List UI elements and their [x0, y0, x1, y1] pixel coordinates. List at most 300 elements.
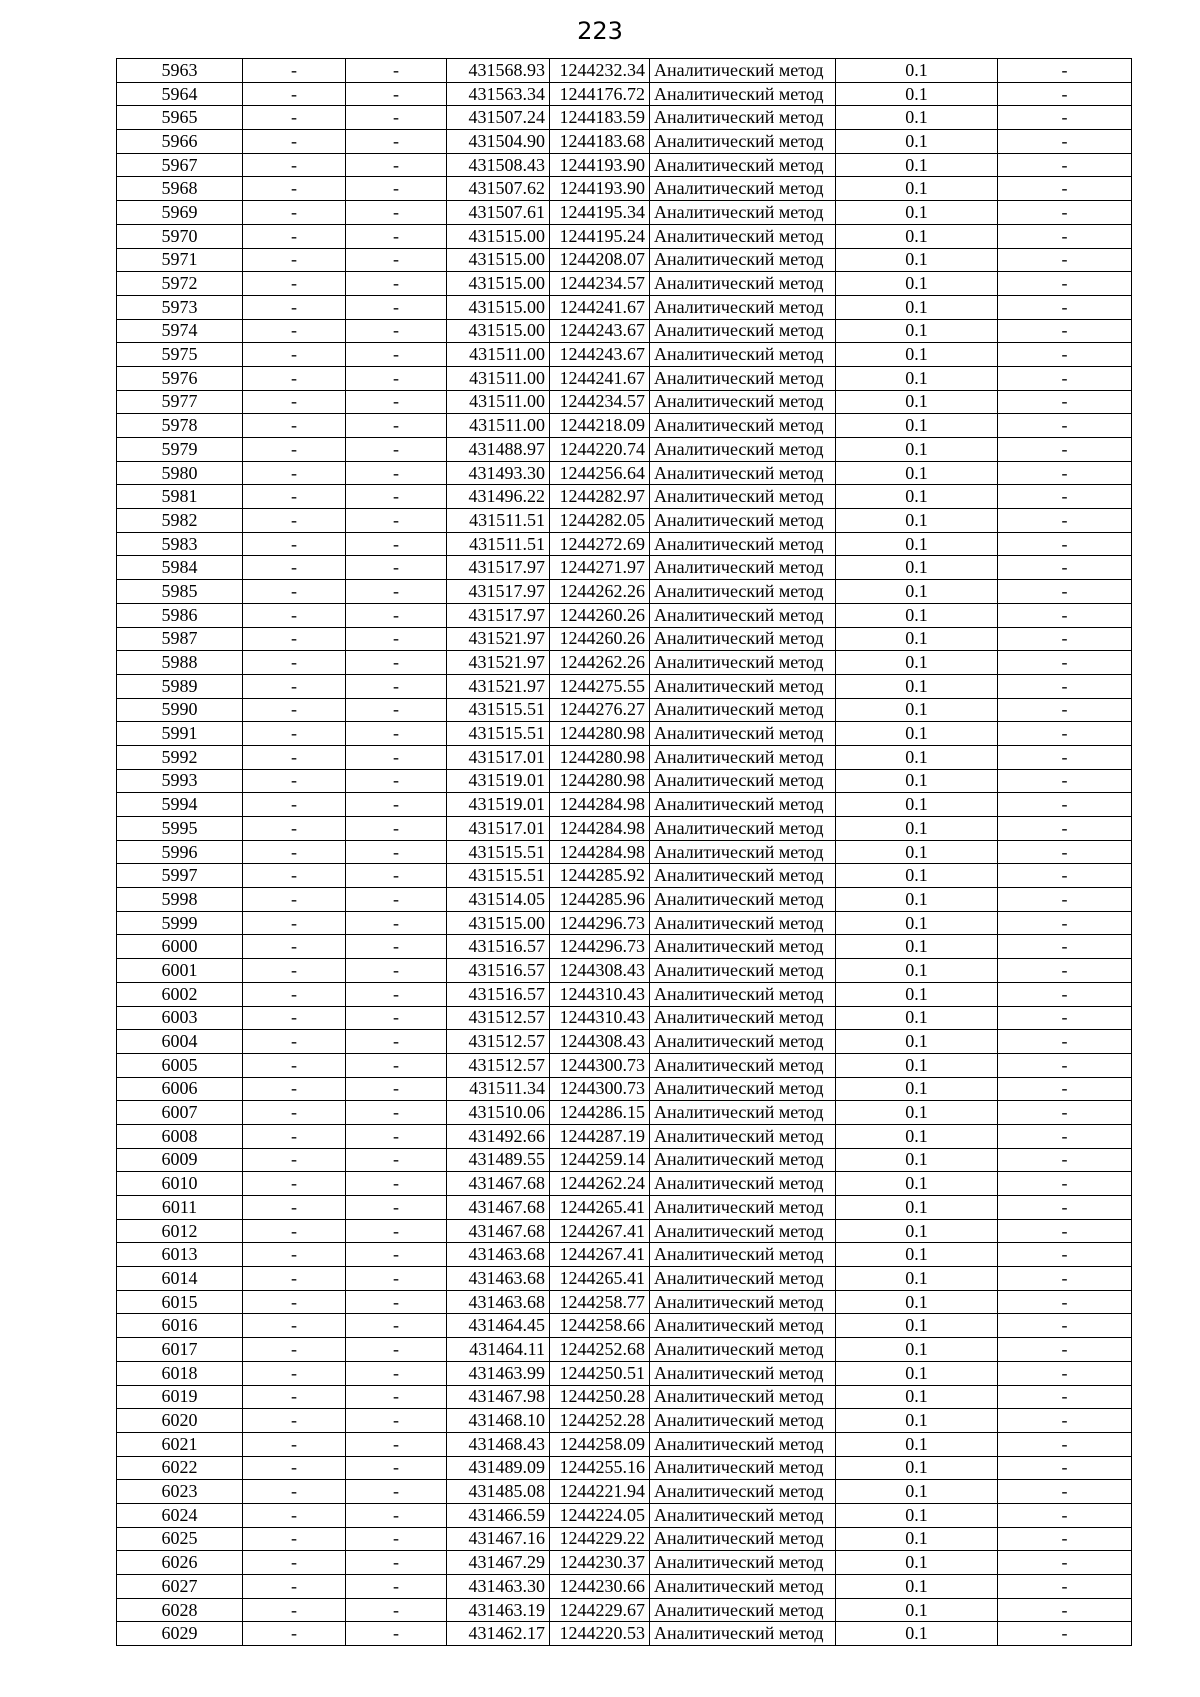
empty-cell: - [346, 1432, 447, 1456]
point-number-cell: 5968 [117, 177, 243, 201]
accuracy-cell: 0.1 [836, 1243, 998, 1267]
empty-cell: - [346, 674, 447, 698]
note-cell: - [998, 1243, 1132, 1267]
empty-cell: - [243, 1101, 346, 1125]
y-coordinate-cell: 1244255.16 [550, 1456, 650, 1480]
accuracy-cell: 0.1 [836, 1290, 998, 1314]
point-number-cell: 5982 [117, 509, 243, 533]
x-coordinate-cell: 431517.97 [447, 556, 550, 580]
table-row [117, 1101, 1132, 1125]
accuracy-cell: 0.1 [836, 1148, 998, 1172]
method-cell: Аналитический метод [650, 461, 836, 485]
y-coordinate-cell: 1244234.57 [550, 390, 650, 414]
empty-cell: - [346, 485, 447, 509]
table-row [117, 414, 1132, 438]
method-cell: Аналитический метод [650, 295, 836, 319]
table-row [117, 106, 1132, 130]
accuracy-cell: 0.1 [836, 509, 998, 533]
empty-cell: - [243, 1219, 346, 1243]
y-coordinate-cell: 1244258.09 [550, 1432, 650, 1456]
accuracy-cell: 0.1 [836, 532, 998, 556]
note-cell: - [998, 130, 1132, 154]
y-coordinate-cell: 1244243.67 [550, 319, 650, 343]
accuracy-cell: 0.1 [836, 1219, 998, 1243]
empty-cell: - [346, 366, 447, 390]
empty-cell: - [243, 1385, 346, 1409]
empty-cell: - [346, 1077, 447, 1101]
point-number-cell: 6011 [117, 1196, 243, 1220]
x-coordinate-cell: 431507.24 [447, 106, 550, 130]
note-cell: - [998, 769, 1132, 793]
empty-cell: - [346, 1361, 447, 1385]
empty-cell: - [243, 911, 346, 935]
table-body [117, 59, 1132, 1646]
table-row [117, 1314, 1132, 1338]
point-number-cell: 5996 [117, 840, 243, 864]
accuracy-cell: 0.1 [836, 1124, 998, 1148]
x-coordinate-cell: 431515.00 [447, 224, 550, 248]
point-number-cell: 6022 [117, 1456, 243, 1480]
empty-cell: - [346, 1290, 447, 1314]
point-number-cell: 6027 [117, 1575, 243, 1599]
note-cell: - [998, 1314, 1132, 1338]
accuracy-cell: 0.1 [836, 177, 998, 201]
empty-cell: - [243, 982, 346, 1006]
point-number-cell: 6003 [117, 1006, 243, 1030]
method-cell: Аналитический метод [650, 674, 836, 698]
x-coordinate-cell: 431512.57 [447, 1053, 550, 1077]
empty-cell: - [243, 817, 346, 841]
y-coordinate-cell: 1244284.98 [550, 793, 650, 817]
method-cell: Аналитический метод [650, 1219, 836, 1243]
table-row [117, 1172, 1132, 1196]
table-row [117, 130, 1132, 154]
method-cell: Аналитический метод [650, 556, 836, 580]
method-cell: Аналитический метод [650, 414, 836, 438]
table-row [117, 1338, 1132, 1362]
table-row [117, 888, 1132, 912]
accuracy-cell: 0.1 [836, 817, 998, 841]
accuracy-cell: 0.1 [836, 1053, 998, 1077]
method-cell: Аналитический метод [650, 106, 836, 130]
y-coordinate-cell: 1244276.27 [550, 698, 650, 722]
y-coordinate-cell: 1244183.68 [550, 130, 650, 154]
table-row [117, 935, 1132, 959]
x-coordinate-cell: 431515.51 [447, 840, 550, 864]
empty-cell: - [243, 106, 346, 130]
empty-cell: - [243, 1196, 346, 1220]
x-coordinate-cell: 431467.16 [447, 1527, 550, 1551]
note-cell: - [998, 343, 1132, 367]
point-number-cell: 5999 [117, 911, 243, 935]
empty-cell: - [346, 153, 447, 177]
y-coordinate-cell: 1244296.73 [550, 935, 650, 959]
point-number-cell: 6018 [117, 1361, 243, 1385]
note-cell: - [998, 1172, 1132, 1196]
empty-cell: - [243, 1267, 346, 1291]
y-coordinate-cell: 1244271.97 [550, 556, 650, 580]
y-coordinate-cell: 1244282.05 [550, 509, 650, 533]
y-coordinate-cell: 1244260.26 [550, 603, 650, 627]
table-row [117, 769, 1132, 793]
accuracy-cell: 0.1 [836, 59, 998, 83]
empty-cell: - [243, 485, 346, 509]
y-coordinate-cell: 1244195.34 [550, 201, 650, 225]
y-coordinate-cell: 1244296.73 [550, 911, 650, 935]
note-cell: - [998, 414, 1132, 438]
point-number-cell: 5984 [117, 556, 243, 580]
x-coordinate-cell: 431504.90 [447, 130, 550, 154]
accuracy-cell: 0.1 [836, 1622, 998, 1646]
empty-cell: - [243, 366, 346, 390]
accuracy-cell: 0.1 [836, 1409, 998, 1433]
method-cell: Аналитический метод [650, 793, 836, 817]
note-cell: - [998, 59, 1132, 83]
note-cell: - [998, 982, 1132, 1006]
empty-cell: - [346, 461, 447, 485]
note-cell: - [998, 1503, 1132, 1527]
y-coordinate-cell: 1244262.26 [550, 580, 650, 604]
note-cell: - [998, 532, 1132, 556]
table-row [117, 366, 1132, 390]
x-coordinate-cell: 431466.59 [447, 1503, 550, 1527]
x-coordinate-cell: 431464.11 [447, 1338, 550, 1362]
x-coordinate-cell: 431507.62 [447, 177, 550, 201]
empty-cell: - [346, 177, 447, 201]
y-coordinate-cell: 1244195.24 [550, 224, 650, 248]
table-row [117, 745, 1132, 769]
note-cell: - [998, 82, 1132, 106]
method-cell: Аналитический метод [650, 1527, 836, 1551]
method-cell: Аналитический метод [650, 1314, 836, 1338]
table-row [117, 793, 1132, 817]
point-number-cell: 5973 [117, 295, 243, 319]
x-coordinate-cell: 431489.09 [447, 1456, 550, 1480]
point-number-cell: 5975 [117, 343, 243, 367]
table-row [117, 1527, 1132, 1551]
note-cell: - [998, 1575, 1132, 1599]
x-coordinate-cell: 431496.22 [447, 485, 550, 509]
note-cell: - [998, 1551, 1132, 1575]
empty-cell: - [243, 272, 346, 296]
x-coordinate-cell: 431515.51 [447, 698, 550, 722]
y-coordinate-cell: 1244232.34 [550, 59, 650, 83]
empty-cell: - [346, 1219, 447, 1243]
empty-cell: - [346, 817, 447, 841]
accuracy-cell: 0.1 [836, 201, 998, 225]
point-number-cell: 5974 [117, 319, 243, 343]
method-cell: Аналитический метод [650, 1077, 836, 1101]
x-coordinate-cell: 431512.57 [447, 1006, 550, 1030]
point-number-cell: 6010 [117, 1172, 243, 1196]
point-number-cell: 6017 [117, 1338, 243, 1362]
empty-cell: - [346, 1124, 447, 1148]
method-cell: Аналитический метод [650, 201, 836, 225]
x-coordinate-cell: 431492.66 [447, 1124, 550, 1148]
accuracy-cell: 0.1 [836, 769, 998, 793]
point-number-cell: 5997 [117, 864, 243, 888]
y-coordinate-cell: 1244241.67 [550, 366, 650, 390]
point-number-cell: 5991 [117, 722, 243, 746]
table-row [117, 177, 1132, 201]
note-cell: - [998, 485, 1132, 509]
table-row [117, 603, 1132, 627]
x-coordinate-cell: 431463.68 [447, 1290, 550, 1314]
empty-cell: - [346, 1053, 447, 1077]
x-coordinate-cell: 431521.97 [447, 627, 550, 651]
method-cell: Аналитический метод [650, 1338, 836, 1362]
x-coordinate-cell: 431511.51 [447, 509, 550, 533]
accuracy-cell: 0.1 [836, 745, 998, 769]
empty-cell: - [346, 1006, 447, 1030]
table-row [117, 651, 1132, 675]
note-cell: - [998, 1077, 1132, 1101]
x-coordinate-cell: 431488.97 [447, 438, 550, 462]
empty-cell: - [243, 1053, 346, 1077]
point-number-cell: 6008 [117, 1124, 243, 1148]
point-number-cell: 5971 [117, 248, 243, 272]
point-number-cell: 6016 [117, 1314, 243, 1338]
empty-cell: - [243, 1077, 346, 1101]
empty-cell: - [346, 982, 447, 1006]
x-coordinate-cell: 431512.57 [447, 1030, 550, 1054]
table-row [117, 1243, 1132, 1267]
note-cell: - [998, 1361, 1132, 1385]
empty-cell: - [346, 130, 447, 154]
point-number-cell: 5978 [117, 414, 243, 438]
table-row [117, 627, 1132, 651]
empty-cell: - [243, 864, 346, 888]
empty-cell: - [243, 295, 346, 319]
y-coordinate-cell: 1244282.97 [550, 485, 650, 509]
table-row [117, 248, 1132, 272]
empty-cell: - [346, 1267, 447, 1291]
table-row [117, 1503, 1132, 1527]
accuracy-cell: 0.1 [836, 1196, 998, 1220]
empty-cell: - [243, 627, 346, 651]
method-cell: Аналитический метод [650, 935, 836, 959]
point-number-cell: 6024 [117, 1503, 243, 1527]
empty-cell: - [243, 1527, 346, 1551]
accuracy-cell: 0.1 [836, 1385, 998, 1409]
empty-cell: - [243, 651, 346, 675]
method-cell: Аналитический метод [650, 1432, 836, 1456]
note-cell: - [998, 603, 1132, 627]
table-row [117, 1456, 1132, 1480]
table-row [117, 1290, 1132, 1314]
point-number-cell: 5981 [117, 485, 243, 509]
accuracy-cell: 0.1 [836, 627, 998, 651]
method-cell: Аналитический метод [650, 1101, 836, 1125]
x-coordinate-cell: 431516.57 [447, 959, 550, 983]
method-cell: Аналитический метод [650, 1124, 836, 1148]
point-number-cell: 6001 [117, 959, 243, 983]
empty-cell: - [243, 745, 346, 769]
x-coordinate-cell: 431515.00 [447, 272, 550, 296]
empty-cell: - [243, 201, 346, 225]
empty-cell: - [243, 1243, 346, 1267]
method-cell: Аналитический метод [650, 1290, 836, 1314]
accuracy-cell: 0.1 [836, 698, 998, 722]
accuracy-cell: 0.1 [836, 343, 998, 367]
point-number-cell: 5965 [117, 106, 243, 130]
method-cell: Аналитический метод [650, 1385, 836, 1409]
note-cell: - [998, 1598, 1132, 1622]
accuracy-cell: 0.1 [836, 556, 998, 580]
note-cell: - [998, 1053, 1132, 1077]
y-coordinate-cell: 1244252.68 [550, 1338, 650, 1362]
empty-cell: - [346, 580, 447, 604]
table-row [117, 674, 1132, 698]
note-cell: - [998, 153, 1132, 177]
empty-cell: - [243, 1314, 346, 1338]
table-row [117, 153, 1132, 177]
point-number-cell: 5970 [117, 224, 243, 248]
table-row [117, 1030, 1132, 1054]
table-row [117, 1385, 1132, 1409]
empty-cell: - [346, 532, 447, 556]
x-coordinate-cell: 431511.51 [447, 532, 550, 556]
note-cell: - [998, 1030, 1132, 1054]
y-coordinate-cell: 1244280.98 [550, 745, 650, 769]
accuracy-cell: 0.1 [836, 82, 998, 106]
x-coordinate-cell: 431467.68 [447, 1172, 550, 1196]
empty-cell: - [346, 627, 447, 651]
point-number-cell: 5989 [117, 674, 243, 698]
accuracy-cell: 0.1 [836, 366, 998, 390]
empty-cell: - [243, 59, 346, 83]
note-cell: - [998, 1480, 1132, 1504]
method-cell: Аналитический метод [650, 698, 836, 722]
empty-cell: - [243, 793, 346, 817]
x-coordinate-cell: 431511.00 [447, 414, 550, 438]
point-number-cell: 5993 [117, 769, 243, 793]
note-cell: - [998, 272, 1132, 296]
x-coordinate-cell: 431515.00 [447, 911, 550, 935]
empty-cell: - [243, 935, 346, 959]
point-number-cell: 6023 [117, 1480, 243, 1504]
y-coordinate-cell: 1244258.66 [550, 1314, 650, 1338]
table-row [117, 911, 1132, 935]
method-cell: Аналитический метод [650, 509, 836, 533]
table-row [117, 1551, 1132, 1575]
method-cell: Аналитический метод [650, 888, 836, 912]
point-number-cell: 5966 [117, 130, 243, 154]
method-cell: Аналитический метод [650, 1409, 836, 1433]
note-cell: - [998, 1456, 1132, 1480]
point-number-cell: 6015 [117, 1290, 243, 1314]
accuracy-cell: 0.1 [836, 295, 998, 319]
y-coordinate-cell: 1244258.77 [550, 1290, 650, 1314]
method-cell: Аналитический метод [650, 59, 836, 83]
note-cell: - [998, 1527, 1132, 1551]
point-number-cell: 6006 [117, 1077, 243, 1101]
x-coordinate-cell: 431519.01 [447, 793, 550, 817]
empty-cell: - [243, 224, 346, 248]
point-number-cell: 6012 [117, 1219, 243, 1243]
x-coordinate-cell: 431507.61 [447, 201, 550, 225]
method-cell: Аналитический метод [650, 153, 836, 177]
table-row [117, 1432, 1132, 1456]
x-coordinate-cell: 431463.68 [447, 1243, 550, 1267]
empty-cell: - [346, 1385, 447, 1409]
table-row [117, 1124, 1132, 1148]
table-row [117, 1622, 1132, 1646]
empty-cell: - [243, 1551, 346, 1575]
table-row [117, 1006, 1132, 1030]
y-coordinate-cell: 1244224.05 [550, 1503, 650, 1527]
x-coordinate-cell: 431517.01 [447, 745, 550, 769]
x-coordinate-cell: 431463.19 [447, 1598, 550, 1622]
table-row [117, 1598, 1132, 1622]
empty-cell: - [243, 840, 346, 864]
y-coordinate-cell: 1244285.96 [550, 888, 650, 912]
accuracy-cell: 0.1 [836, 1267, 998, 1291]
method-cell: Аналитический метод [650, 1267, 836, 1291]
y-coordinate-cell: 1244262.26 [550, 651, 650, 675]
note-cell: - [998, 461, 1132, 485]
empty-cell: - [243, 1148, 346, 1172]
point-number-cell: 5998 [117, 888, 243, 912]
method-cell: Аналитический метод [650, 745, 836, 769]
x-coordinate-cell: 431467.68 [447, 1219, 550, 1243]
y-coordinate-cell: 1244267.41 [550, 1219, 650, 1243]
table-row [117, 224, 1132, 248]
accuracy-cell: 0.1 [836, 130, 998, 154]
point-number-cell: 6028 [117, 1598, 243, 1622]
y-coordinate-cell: 1244229.22 [550, 1527, 650, 1551]
table-row [117, 982, 1132, 1006]
empty-cell: - [243, 177, 346, 201]
accuracy-cell: 0.1 [836, 1172, 998, 1196]
empty-cell: - [346, 1172, 447, 1196]
method-cell: Аналитический метод [650, 438, 836, 462]
method-cell: Аналитический метод [650, 130, 836, 154]
empty-cell: - [243, 888, 346, 912]
empty-cell: - [243, 343, 346, 367]
y-coordinate-cell: 1244308.43 [550, 959, 650, 983]
method-cell: Аналитический метод [650, 1196, 836, 1220]
empty-cell: - [243, 1456, 346, 1480]
y-coordinate-cell: 1244308.43 [550, 1030, 650, 1054]
point-number-cell: 6025 [117, 1527, 243, 1551]
empty-cell: - [346, 390, 447, 414]
empty-cell: - [346, 1409, 447, 1433]
y-coordinate-cell: 1244229.67 [550, 1598, 650, 1622]
page-number: 223 [577, 17, 623, 45]
accuracy-cell: 0.1 [836, 1314, 998, 1338]
note-cell: - [998, 1432, 1132, 1456]
y-coordinate-cell: 1244259.14 [550, 1148, 650, 1172]
table-row [117, 698, 1132, 722]
y-coordinate-cell: 1244267.41 [550, 1243, 650, 1267]
x-coordinate-cell: 431467.29 [447, 1551, 550, 1575]
point-number-cell: 5967 [117, 153, 243, 177]
y-coordinate-cell: 1244284.98 [550, 840, 650, 864]
accuracy-cell: 0.1 [836, 319, 998, 343]
point-number-cell: 6029 [117, 1622, 243, 1646]
note-cell: - [998, 651, 1132, 675]
y-coordinate-cell: 1244221.94 [550, 1480, 650, 1504]
empty-cell: - [243, 722, 346, 746]
x-coordinate-cell: 431519.01 [447, 769, 550, 793]
point-number-cell: 5994 [117, 793, 243, 817]
empty-cell: - [346, 1575, 447, 1599]
empty-cell: - [346, 888, 447, 912]
empty-cell: - [346, 722, 447, 746]
method-cell: Аналитический метод [650, 840, 836, 864]
accuracy-cell: 0.1 [836, 1575, 998, 1599]
